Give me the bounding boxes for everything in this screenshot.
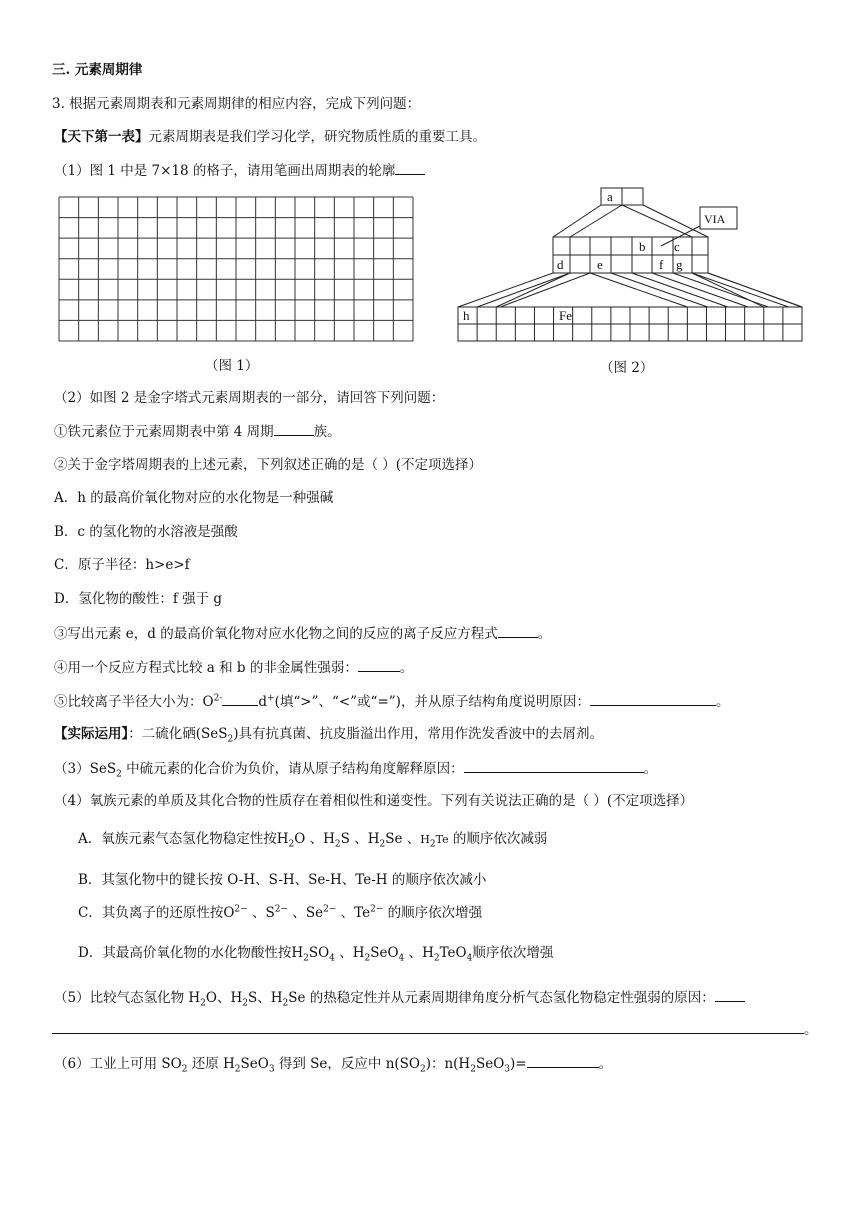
q4d-a1: H [291, 945, 304, 961]
q4-option-d: D．其最高价氧化物的水化物酸性按$H_2SO_4$ 、$H_2SeO_4$ 、$H_2TeO_4$顺序依次增强 [78, 945, 554, 964]
label-fe: Fe [559, 308, 572, 323]
q4c-c2: 2− [274, 904, 289, 915]
q3-text: （3）SeS [54, 761, 117, 777]
q6-t4: )：n(H [425, 1056, 471, 1072]
q6-t3: 得到 Se，反应中 n(SO [274, 1056, 420, 1072]
pyramid-connector [611, 273, 708, 307]
figure2-pyramid-table [456, 186, 808, 346]
figure2-caption: （图 2） [600, 360, 654, 376]
q5-suffix: 。 [804, 1022, 818, 1038]
q6-s2: 2 [234, 1064, 241, 1075]
part1-text: 元素周期表是我们学习化学，研究物质性质的重要工具。 [148, 129, 486, 145]
figure1-caption: （图 1） [205, 358, 259, 374]
q4a-sep1: 、 [305, 831, 324, 847]
q2-3-text: ③写出元素 e，d 的最高价氧化物对应水化物之间的反应的离子反应方程式 [54, 626, 498, 642]
part2-tag: 【实际运用】 [54, 726, 129, 742]
pyramid-connector [632, 273, 728, 307]
q4d-m3: 4 [466, 953, 473, 964]
q4d-a3b: TeO [439, 945, 467, 961]
q4d-n1: 2 [303, 953, 309, 964]
q6-s6: 3 [504, 1064, 510, 1075]
q2-1-line [54, 421, 341, 442]
q6-blank[interactable] [527, 1053, 599, 1068]
section-title: 三. 元素周期律 [52, 62, 143, 78]
q4d-suffix: 顺序依次增强 [472, 945, 554, 961]
q4d-n2: 2 [364, 953, 371, 964]
q5-s2: 2 [242, 998, 248, 1009]
pyramid-connector [692, 273, 789, 307]
q4d-m2: 4 [398, 953, 405, 964]
q4c-i3: Se [305, 905, 324, 921]
q4a-f3b: Se [385, 831, 403, 847]
option-b: B．c 的氢化物的水溶液是强酸 [54, 524, 238, 540]
pyramid-connector [692, 273, 764, 307]
ion-d: d [258, 694, 268, 710]
q2-3-suffix: 。 [537, 626, 552, 642]
q6-text2: )= [510, 1056, 527, 1072]
q5-s3: 2 [282, 998, 289, 1009]
q4-option-b: B．其氢化物中的键长按 O-H、S-H、Se-H、Te-H 的顺序依次减小 [78, 872, 487, 888]
q6-s4: 2 [419, 1064, 426, 1075]
label-e: e [597, 257, 603, 272]
q4-text: （4）氧族元素的单质及其化合物的性质存在着相似性和递变性。下列有关说法正确的是（ ）(不定项选择） [54, 793, 694, 809]
part2-line [54, 724, 603, 744]
q5-text2: Se 的热稳定性并从元素周期律角度分析气态氢化物稳定性强弱的原因： [288, 990, 715, 1006]
part1-tag: 【天下第一表】 [54, 129, 149, 145]
label-g: g [676, 257, 683, 272]
q2-text: （2）如图 2 是金字塔式元素周期表的一部分，请回答下列问题： [54, 390, 445, 406]
q6-text: （6）工业上可用 SO [54, 1056, 182, 1072]
label-f: f [659, 257, 664, 272]
q2-1-suffix: 族。 [313, 424, 341, 440]
q2-3-blank[interactable] [498, 623, 538, 638]
q4c-i4: Te [354, 905, 371, 921]
label-a: a [607, 189, 613, 204]
figure1-grid[interactable] [58, 196, 414, 342]
q5-blank2[interactable] [52, 1019, 804, 1034]
q6-t2: SeO [240, 1056, 269, 1072]
q4d-a1b: SO [308, 945, 330, 961]
q4a-f1: H [276, 831, 289, 847]
pyramid-connector [652, 273, 748, 307]
q5-text: （5）比较气态氢化物 H [54, 990, 201, 1006]
q4-option-c: C．其负离子的还原性按$O^{2-}$ 、$S^{2-}$ 、$Se^{2-}$ 、$Te^{2-}$ 的顺序依次增强 [78, 904, 483, 921]
q5-blank1[interactable] [715, 987, 745, 1002]
q4d-n3: 2 [433, 953, 440, 964]
q6-s1: 2 [181, 1064, 188, 1075]
label-b: b [639, 239, 646, 254]
q6-t5: SeO [475, 1056, 505, 1072]
q6-suffix: 。 [598, 1056, 613, 1072]
q4a-s3: 2 [379, 839, 386, 850]
q4a-sep3: 、 [402, 831, 421, 847]
q4a-s4: 2 [429, 839, 436, 850]
label-h: h [463, 308, 470, 323]
pyramid-connector [496, 273, 570, 307]
q5-t1: O、H [205, 990, 243, 1006]
q1-line [54, 160, 425, 181]
q4d-a2: H [352, 945, 365, 961]
part2-sub: 2 [227, 734, 234, 745]
q4d-text: D．其最高价氧化物的水化物酸性按 [78, 945, 292, 961]
q2-2-text: ②关于金字塔周期表的上述元素，下列叙述正确的是（ ）(不定项选择） [54, 457, 483, 473]
q3-sub: 2 [116, 769, 122, 780]
q2-1-blank[interactable] [274, 421, 314, 436]
q4a-s2: 2 [334, 839, 341, 850]
q4c-i2: S [265, 905, 275, 921]
o-charge: 2- [213, 693, 223, 704]
q4d-m1: 4 [329, 953, 335, 964]
q6-s3: 3 [268, 1064, 275, 1075]
part2-text: ：二硫化硒(SeS [128, 726, 228, 742]
q3-blank[interactable] [464, 758, 644, 773]
q2-4-blank[interactable] [358, 657, 400, 672]
q2-5-blank2[interactable] [590, 691, 716, 706]
q2-3-line [54, 623, 551, 644]
q3-suffix: 。 [643, 761, 658, 777]
q4a-f3: H [367, 831, 380, 847]
label-d: d [557, 257, 564, 272]
part2-text2: )具有抗真菌、抗皮脂溢出作用，常用作洗发香波中的去屑剂。 [233, 726, 604, 742]
q4a-f4b: Te [435, 833, 449, 846]
q6-t1: 还原 H [187, 1056, 235, 1072]
label-c: c [674, 239, 680, 254]
q4a-s1: 2 [288, 839, 295, 850]
q2-4-text: ④用一个反应方程式比较 a 和 b 的非金属性强弱： [54, 660, 358, 676]
pyramid-connector [500, 273, 590, 307]
q4a-f1b: O [294, 831, 306, 847]
pyramid-connector [590, 273, 687, 307]
pyramid-connector [458, 273, 553, 307]
q4d-a2b: SeO [370, 945, 399, 961]
q4a-sep2: 、 [349, 831, 368, 847]
q4c-c1: 2− [234, 904, 248, 915]
q5-s1: 2 [200, 998, 206, 1009]
q2-5-line [54, 691, 729, 712]
q2-1-text: ①铁元素位于元素周期表中第 4 周期 [54, 424, 274, 440]
q2-5-text: ⑤比较离子半径大小为：O [54, 694, 214, 710]
d-charge: + [267, 693, 275, 704]
q5-line [54, 987, 745, 1008]
label-via: VIA [704, 212, 726, 226]
part1-line [54, 127, 486, 147]
q4a-suffix: 的顺序依次减弱 [448, 831, 548, 847]
q5-t2: S、H [247, 990, 283, 1006]
q4a-f2: H [323, 831, 335, 847]
q2-5-blank1[interactable] [222, 691, 258, 706]
q4d-a3: H [422, 945, 434, 961]
q4a-f2b: S [340, 831, 350, 847]
q4c-text: C．其负离子的还原性按 [78, 905, 224, 921]
q4c-c3: 2− [323, 904, 337, 915]
option-c: C．原子半径：h>e>f [54, 557, 190, 573]
q3-line [54, 758, 657, 779]
q2-4-suffix: 。 [399, 660, 414, 676]
q2-5-suffix: 。 [715, 694, 730, 710]
q2-5-text2: (填“>”、“<”或“=”)，并从原子结构角度说明原因： [274, 694, 590, 710]
via-callout-pointer [661, 226, 700, 246]
q6-s5: 2 [470, 1064, 476, 1075]
option-d: D．氢化物的酸性：f 强于 g [54, 591, 223, 607]
q4c-i1: O [223, 905, 235, 921]
q4-option-a [78, 829, 547, 850]
q4a-f4: H [420, 833, 430, 846]
option-a: A．h 的最高价氧化物对应的水化物是一种强碱 [54, 490, 334, 506]
q1-blank[interactable] [395, 160, 425, 175]
q4c-c4: 2− [370, 904, 384, 915]
question-intro: 3. 根据元素周期表和元素周期律的相应内容，完成下列问题： [52, 96, 421, 112]
q6-line [54, 1053, 612, 1074]
q1-text: （1）图 1 中是 7×18 的格子，请用笔画出周期表的轮廓 [54, 163, 396, 179]
q2-4-line [54, 657, 413, 678]
q4c-suffix: 的顺序依次增强 [383, 905, 483, 921]
q5-line2 [52, 1019, 818, 1040]
q3-text2: 中硫元素的化合价为负价，请从原子结构角度解释原因： [121, 761, 464, 777]
q4a-text: A．氧族元素气态氢化物稳定性按 [78, 831, 277, 847]
pyramid-connector [477, 273, 570, 307]
